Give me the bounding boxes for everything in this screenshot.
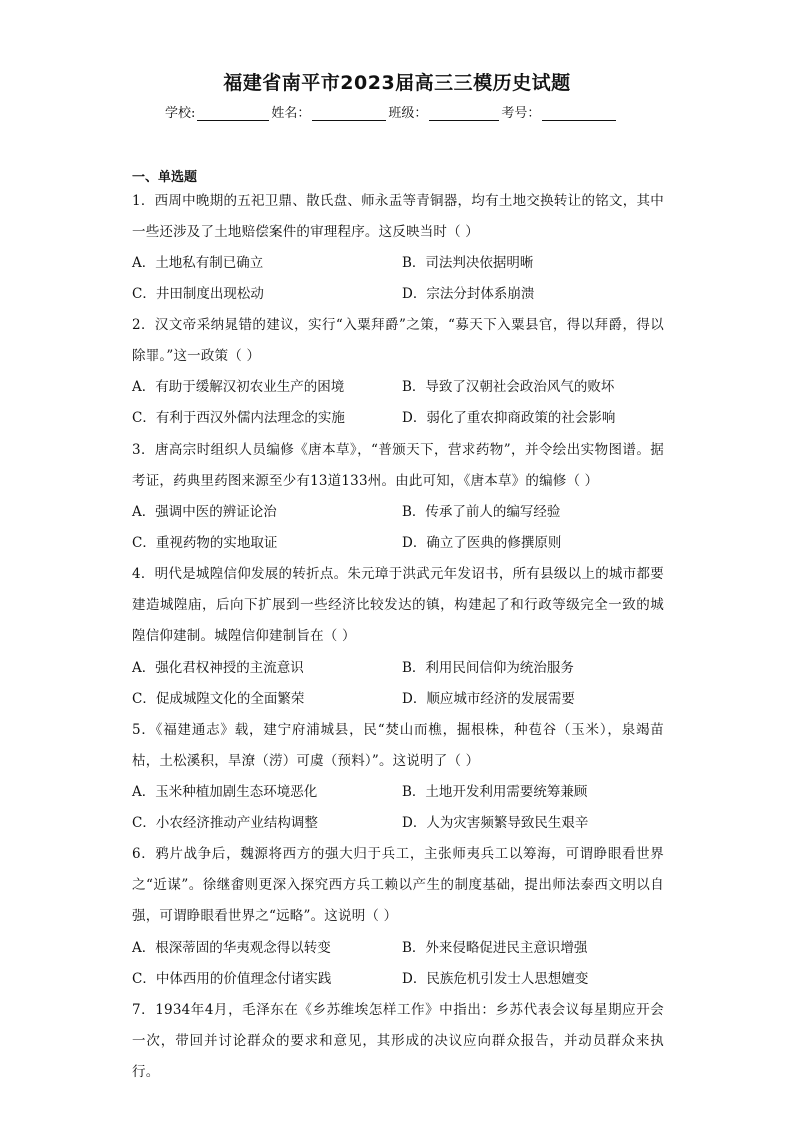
question-6-stem: 6．鸦片战争后，魏源将西方的强大归于兵工，主张师夷兵工以筹海，可谓睁眼看世界之“近谋”。徐继畬则更深入探究西方兵工赖以产生的制度基础，提出师法泰西文明以自强，可谓睁眼看世界之“远略”。这说明（ ）: [132, 846, 664, 924]
document-title: 福建省南平市2023届高三三模历史试题: [223, 72, 571, 94]
option-b: B．司法判决依据明晰: [402, 255, 534, 271]
exam-number-label: 考号：: [501, 106, 541, 121]
option-c: C．促成城隍文化的全面繁荣: [132, 691, 305, 707]
question-3-options: [132, 497, 672, 559]
question-1-options: [132, 248, 672, 310]
option-d: D．宗法分封体系崩溃: [402, 286, 535, 302]
option-b: B．土地开发利用需要统筹兼顾: [402, 784, 588, 800]
option-d: D．确立了医典的修撰原则: [402, 535, 562, 551]
option-c: C．重视药物的实地取证: [132, 535, 278, 551]
option-c: C．井田制度出现松动: [132, 286, 264, 302]
option-a: A．强化君权神授的主流意识: [132, 660, 304, 676]
option-a: A．强调中医的辨证论治: [132, 504, 277, 520]
option-a: A．土地私有制已确立: [132, 255, 264, 271]
school-label: 学校:: [165, 106, 196, 121]
question-4-stem: 4．明代是城隍信仰发展的转折点。朱元璋于洪武元年发诏书，所有县级以上的城市都要建造城隍庙，后向下扩展到一些经济比较发达的镇，构建起了和行政等级完全一致的城隍信仰建制。城隍信仰建制旨在（ ）: [132, 566, 664, 644]
option-a: A．玉米种植加剧生态环境恶化: [132, 784, 318, 800]
option-d: D．顺应城市经济的发展需要: [402, 691, 575, 707]
name-label: 姓名：: [271, 106, 311, 121]
class-blank: [429, 106, 499, 121]
option-d: D．弱化了重农抑商政策的社会影响: [402, 410, 616, 426]
option-d: D．民族危机引发士人思想嬗变: [402, 971, 589, 987]
option-c: C．有利于西汉外儒内法理念的实施: [132, 410, 345, 426]
question-6-options: [132, 933, 672, 995]
option-b: B．外来侵略促进民主意识增强: [402, 940, 588, 956]
question-4-options: [132, 653, 672, 715]
option-c: C．小农经济推动产业结构调整: [132, 815, 318, 831]
question-5-stem: 5．《福建通志》载，建宁府浦城县，民“焚山而樵，掘根株，种苞谷（玉米），泉竭苗枯，土松溪积，旱潦（涝）可虞（预料）”。这说明了（ ）: [132, 722, 664, 769]
section-heading: 一、单选题: [132, 170, 198, 185]
option-a: A．有助于缓解汉初农业生产的困境: [132, 379, 345, 395]
school-blank: [197, 106, 269, 121]
student-info-fields: [165, 102, 618, 121]
question-7-stem: 7．1934年4月，毛泽东在《乡苏维埃怎样工作》中指出：乡苏代表会议每星期应开会一次，带回并讨论群众的要求和意见，其形成的决议应向群众报告，并动员群众来执行。: [132, 1002, 664, 1080]
question-2-stem: 2．汉文帝采纳晁错的建议，实行“入粟拜爵”之策，“募天下入粟县官，得以拜爵，得以除罪。”这一政策（ ）: [132, 317, 664, 364]
option-c: C．中体西用的价值理念付诸实践: [132, 971, 332, 987]
option-b: B．导致了汉朝社会政治风气的败坏: [402, 379, 615, 395]
class-label: 班级：: [388, 106, 428, 121]
option-b: B．利用民间信仰为统治服务: [402, 660, 574, 676]
question-1-stem: 1．西周中晚期的五祀卫鼎、散氏盘、师永盂等青铜器，均有土地交换转让的铭文，其中一些还涉及了土地赔偿案件的审理程序。这反映当时（ ）: [132, 193, 664, 240]
name-blank: [312, 106, 386, 121]
option-b: B．传承了前人的编写经验: [402, 504, 561, 520]
option-d: D．人为灾害频繁导致民生艰辛: [402, 815, 589, 831]
question-2-options: [132, 372, 672, 434]
question-5-options: [132, 777, 672, 839]
question-3-stem: 3．唐高宗时组织人员编修《唐本草》，“普颁天下，营求药物”，并令绘出实物图谱。据考证，药典里药图来源至少有13道133州。由此可知，《唐本草》的编修（ ）: [132, 442, 664, 489]
option-a: A．根深蒂固的华夷观念得以转变: [132, 940, 331, 956]
exam-number-blank: [542, 106, 616, 121]
